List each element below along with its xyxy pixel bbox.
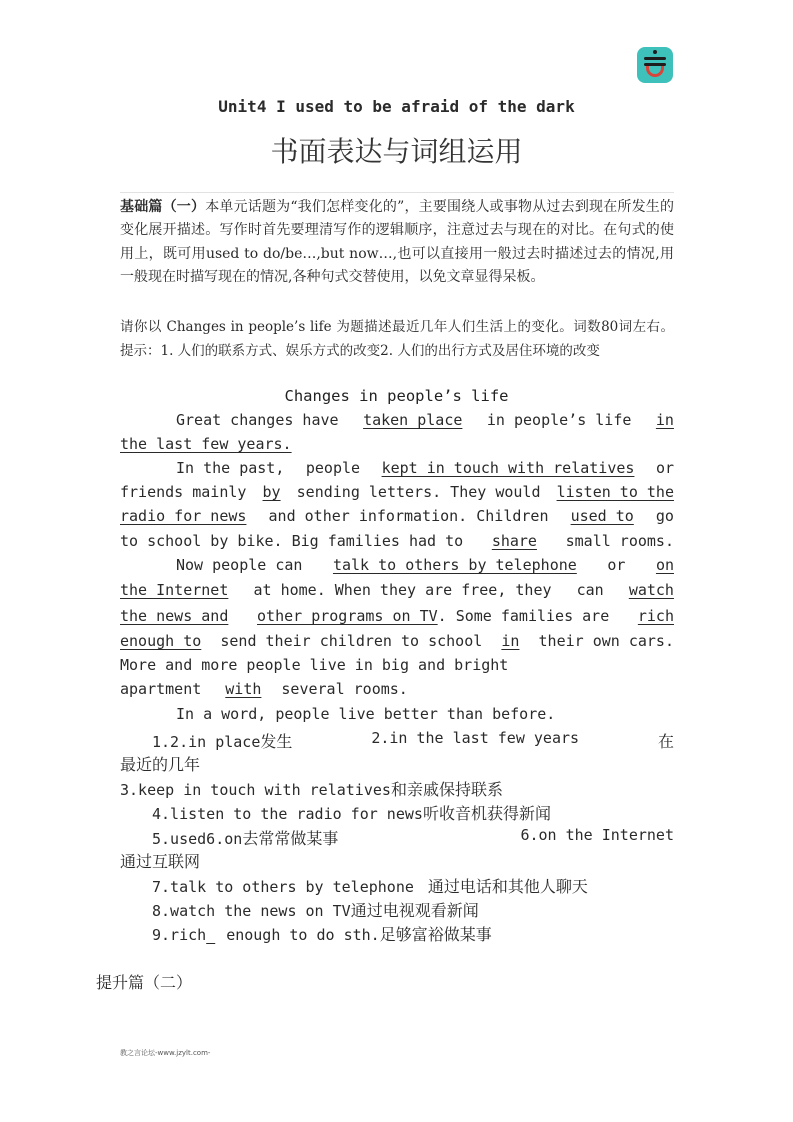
essay-line: the Internet at home. When they are free, they can watch xyxy=(120,581,674,599)
essay-line: apartment with several rooms. xyxy=(120,680,408,698)
essay-line: radio for news and other information. Children used to go xyxy=(120,507,674,525)
phrase-item: 9.rich enough to do sth.足够富裕做某事 xyxy=(152,925,492,944)
phrase-item: 5.used6.on去常常做某事 6.on the Internet xyxy=(152,826,674,848)
phrase-item: 7.talk to others by telephone 通过电话和其他人聊天 xyxy=(152,877,588,896)
essay-line: Now people can talk to others by telephone or on xyxy=(176,556,674,574)
essay-title: Changes in people’s life xyxy=(284,387,509,405)
essay-line: friends mainly by sending letters. They would listen to the xyxy=(120,483,674,501)
phrase-item: 3.keep in touch with relatives和亲戚保持联系 xyxy=(120,780,503,799)
footer-text: 教之言论坛-www.jzylt.com- xyxy=(120,1049,211,1057)
phrase-item: 最近的几年 xyxy=(120,755,201,774)
essay-line: In a word, people live better than before. xyxy=(176,705,556,723)
phrase-item: 4.listen to the radio for news听收音机获得新闻 xyxy=(152,804,551,823)
essay-line: Great changes have taken place in people’s life in xyxy=(176,411,674,429)
phrase-item: 8.watch the news on TV通过电视观看新闻 xyxy=(152,901,479,920)
intro-text: 本单元话题为“我们怎样变化的”，主要围绕人或事物从过去到现在所发生的变化展开描述。写作时首先要理清写作的逻辑顺序，注意过去与现在的对比。在句式的使用上，既可用used to do/be…,but now…,也可以直接用一般过去时描述过去的情况,用一般现在时描写现在的情况,各种句式交替使用，以免文章显得呆板。 xyxy=(120,199,675,286)
essay-line: More and more people live in big and bright xyxy=(120,656,509,674)
page-title: 书面表达与词组运用 xyxy=(270,135,523,168)
unit-title: Unit4 I used to be afraid of the dark xyxy=(218,97,575,116)
phrase-item: 1.2.in place发生 2.in the last few years 在 xyxy=(152,729,674,751)
section-label: 基础篇（一） xyxy=(120,199,206,215)
essay-line: enough to send their children to school in their own cars. xyxy=(120,632,674,650)
essay-line: In the past, people kept in touch with relatives or xyxy=(176,459,674,477)
writing-task: 请你以 Changes in people’s life 为题描述最近几年人们生活上的变化。词数80词左右。提示：1. 人们的联系方式、娱乐方式的改变2. 人们的出行方式及居住环境的改变 xyxy=(120,319,674,359)
essay-line: to school by bike. Big families had to share small rooms. xyxy=(120,532,674,550)
phrase-item: 通过互联网 xyxy=(120,852,201,871)
essay-line: the last few years. xyxy=(120,435,292,453)
intro-paragraph xyxy=(120,196,674,290)
divider xyxy=(120,192,674,193)
logo-icon xyxy=(637,47,673,83)
section-heading: 提升篇（二） xyxy=(96,973,193,992)
essay-line: the news and other programs on TV. Some families are rich xyxy=(120,607,674,625)
